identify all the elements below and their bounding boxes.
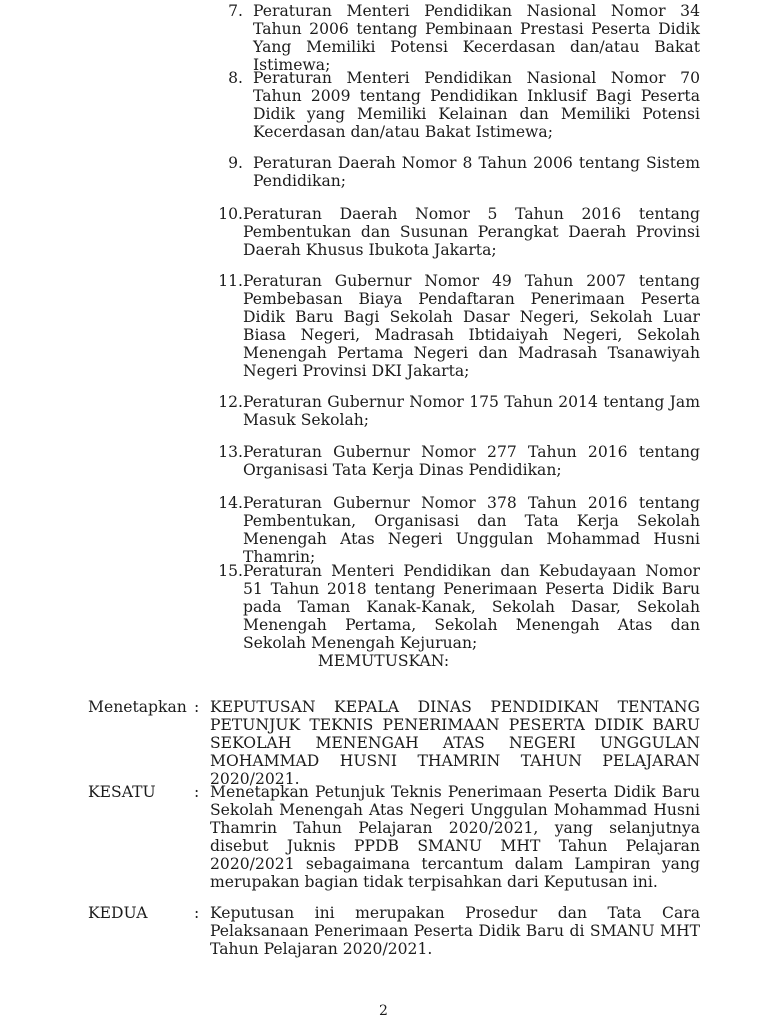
list-text: Peraturan Menteri Pendidikan Nasional Nomor 34 Tahun 2006 tentang Pembinaan Prestasi Peserta Didik Yang Memiliki Potensi Kecerdasan dan/atau Bakat Istimewa; bbox=[253, 2, 700, 74]
list-number: 12. bbox=[218, 393, 243, 411]
list-item bbox=[216, 205, 700, 259]
decision-row bbox=[88, 698, 700, 788]
list-number: 7. bbox=[228, 2, 243, 20]
decision-colon: : bbox=[194, 783, 200, 801]
list-item bbox=[216, 562, 700, 652]
decision-colon: : bbox=[194, 698, 200, 716]
list-item bbox=[216, 69, 700, 141]
list-item bbox=[216, 494, 700, 566]
decision-row bbox=[88, 783, 700, 891]
list-number: 9. bbox=[228, 154, 243, 172]
list-number: 13. bbox=[218, 443, 243, 461]
list-text: Peraturan Gubernur Nomor 378 Tahun 2016 tentang Pembentukan, Organisasi dan Tata Kerja Sekolah Menengah Atas Negeri Unggulan Mohammad Husni Thamrin; bbox=[243, 494, 700, 566]
list-text: Peraturan Daerah Nomor 5 Tahun 2016 tentang Pembentukan dan Susunan Perangkat Daerah Provinsi Daerah Khusus Ibukota Jakarta; bbox=[243, 205, 700, 259]
list-text: Peraturan Gubernur Nomor 175 Tahun 2014 tentang Jam Masuk Sekolah; bbox=[243, 393, 700, 429]
list-text: Peraturan Gubernur Nomor 49 Tahun 2007 tentang Pembebasan Biaya Pendaftaran Penerimaan Peserta Didik Baru Bagi Sekolah Dasar Negeri, Sekolah Luar Biasa Negeri, Madrasah Ibtidaiyah Negeri, Sekolah Menengah Pertama Negeri dan Madrasah Tsanawiyah Negeri Provinsi DKI Jakarta; bbox=[243, 272, 700, 380]
decision-heading: MEMUTUSKAN: bbox=[317, 652, 450, 670]
decision-colon: : bbox=[194, 904, 200, 922]
decision-text: Keputusan ini merupakan Prosedur dan Tata Cara Pelaksanaan Penerimaan Peserta Didik Baru di SMANU MHT Tahun Pelajaran 2020/2021. bbox=[210, 904, 700, 958]
list-item bbox=[216, 443, 700, 479]
decision-text: Menetapkan Petunjuk Teknis Penerimaan Peserta Didik Baru Sekolah Menengah Atas Negeri Unggulan Mohammad Husni Thamrin Tahun Pelajaran 2020/2021, yang selanjutnya disebut Juknis PPDB SMANU MHT Tahun Pelajaran 2020/2021 sebagaimana tercantum dalam Lampiran yang merupakan bagian tidak terpisahkan dari Keputusan ini. bbox=[210, 783, 700, 891]
list-text: Peraturan Daerah Nomor 8 Tahun 2006 tentang Sistem Pendidikan; bbox=[253, 154, 700, 190]
list-item bbox=[216, 2, 700, 74]
decision-label: KEDUA bbox=[88, 904, 148, 922]
list-text: Peraturan Menteri Pendidikan dan Kebudayaan Nomor 51 Tahun 2018 tentang Penerimaan Peserta Didik Baru pada Taman Kanak-Kanak, Sekolah Dasar, Sekolah Menengah Pertama, Sekolah Menengah Atas dan Sekolah Menengah Kejuruan; bbox=[243, 562, 700, 652]
list-number: 11. bbox=[218, 272, 243, 290]
page-number: 2 bbox=[379, 1003, 388, 1019]
list-item bbox=[216, 272, 700, 380]
list-text: Peraturan Gubernur Nomor 277 Tahun 2016 tentang Organisasi Tata Kerja Dinas Pendidikan; bbox=[243, 443, 700, 479]
decision-text: KEPUTUSAN KEPALA DINAS PENDIDIKAN TENTANG PETUNJUK TEKNIS PENERIMAAN PESERTA DIDIK BARU SEKOLAH MENENGAH ATAS NEGERI UNGGULAN MOHAMMAD HUSNI THAMRIN TAHUN PELAJARAN 2020/2021. bbox=[210, 698, 700, 788]
list-item bbox=[216, 154, 700, 190]
list-number: 14. bbox=[218, 494, 243, 512]
list-number: 8. bbox=[228, 69, 243, 87]
list-number: 10. bbox=[218, 205, 243, 223]
list-text: Peraturan Menteri Pendidikan Nasional Nomor 70 Tahun 2009 tentang Pendidikan Inklusif Bagi Peserta Didik yang Memiliki Kelainan dan Memiliki Potensi Kecerdasan dan/atau Bakat Istimewa; bbox=[253, 69, 700, 141]
list-item bbox=[216, 393, 700, 429]
decision-label: KESATU bbox=[88, 783, 156, 801]
decision-label: Menetapkan bbox=[88, 698, 187, 716]
list-number: 15. bbox=[218, 562, 243, 580]
decision-row bbox=[88, 904, 700, 958]
